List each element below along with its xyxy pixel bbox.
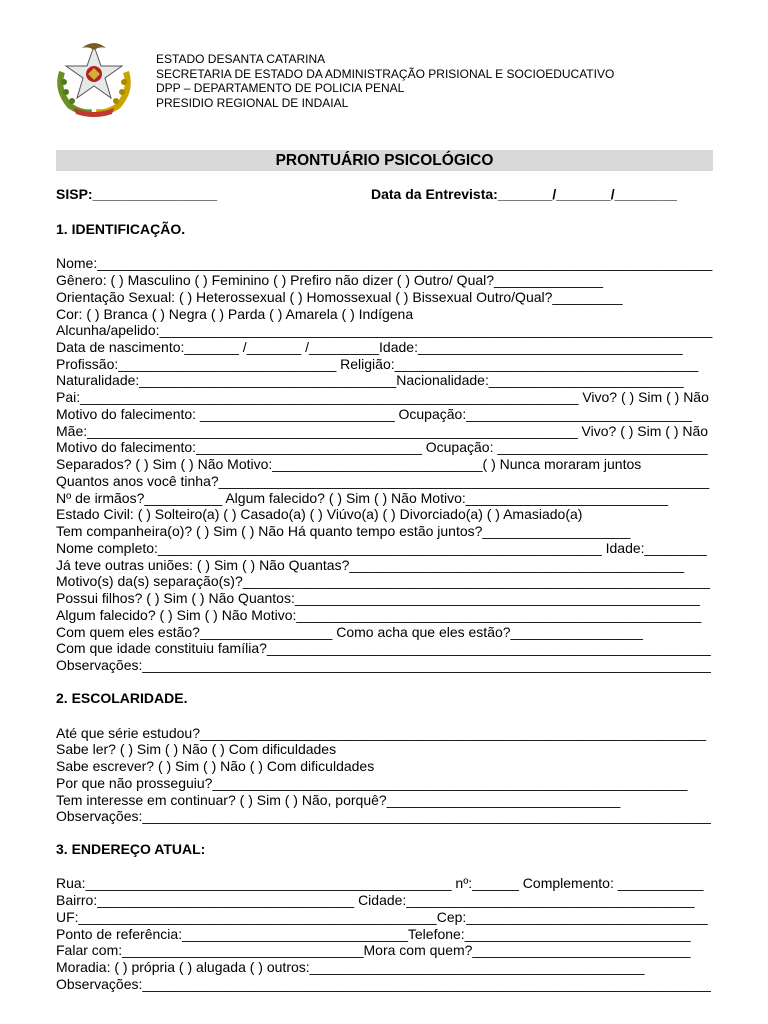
title-bar — [56, 150, 713, 171]
field-sabe-escrever[interactable]: Sabe escrever? ( ) Sim ( ) Não ( ) Com dificuldades — [56, 758, 375, 774]
field-sabe-ler[interactable]: Sabe ler? ( ) Sim ( ) Não ( ) Com dificuldades — [56, 741, 337, 757]
interview-date-field[interactable]: Data da Entrevista:_______/_______/________ — [371, 186, 677, 202]
field-observacoes-identificacao[interactable]: Observações:_________________________________________________________________________ — [56, 657, 711, 673]
coat-of-arms-icon — [52, 38, 136, 118]
field-ponto-referencia[interactable]: Ponto de referência:_____________________________Telefone:_____________________________ — [56, 926, 691, 942]
section-heading-escolaridade: 2. ESCOLARIDADE. — [56, 690, 188, 706]
field-possui-filhos[interactable]: Possui filhos? ( ) Sim ( ) Não Quantos:____________________________________________________ — [56, 590, 700, 606]
field-genero[interactable]: Gênero: ( ) Masculino ( ) Feminino ( ) Prefiro não dizer ( ) Outro/ Qual?______________ — [56, 272, 604, 288]
document-title: PRONTUÁRIO PSICOLÓGICO — [275, 152, 494, 169]
field-separados[interactable]: Separados? ( ) Sim ( ) Não Motivo:___________________________( ) Nunca moraram juntos — [56, 456, 642, 472]
field-profissao[interactable]: Profissão:____________________________ Religião:_______________________________________ — [56, 356, 699, 372]
field-serie[interactable]: Até que série estudou?_________________________________________________________________ — [56, 725, 707, 741]
field-quantos-anos[interactable]: Quantos anos você tinha?_______________________________________________________________ — [56, 473, 710, 489]
header-line: SECRETARIA DE ESTADO DA ADMINISTRAÇÃO PRISIONAL E SOCIOEDUCATIVO — [156, 66, 615, 81]
field-idade-familia[interactable]: Com que idade constituiu família?_________________________________________________________ — [56, 640, 711, 656]
field-motivo-falecimento-mae[interactable]: Motivo do falecimento:_____________________________ Ocupação: ___________________________ — [56, 439, 708, 455]
field-motivo-separacao[interactable]: Motivo(s) da(s) separação(s)?____________________________________________________________ — [56, 573, 710, 589]
field-data-nascimento[interactable]: Data de nascimento:_______ /_______ /_________Idade:__________________________________ — [56, 339, 683, 355]
field-interesse-continuar[interactable]: Tem interesse em continuar? ( ) Sim ( ) Não, porquê?______________________________ — [56, 792, 621, 808]
field-falar-com[interactable]: Falar com:_______________________________Mora com quem?____________________________ — [56, 942, 691, 958]
section-heading-identificacao: 1. IDENTIFICAÇÃO. — [56, 221, 186, 237]
header-line: DPP – DEPARTAMENTO DE POLICIA PENAL — [156, 81, 405, 95]
field-observacoes-endereco[interactable]: Observações:_________________________________________________________________________ — [56, 976, 711, 992]
field-observacoes-escolaridade[interactable]: Observações:_________________________________________________________________________ — [56, 808, 711, 824]
field-nome-completo[interactable]: Nome completo:_________________________________________________________ Idade:________ — [56, 540, 707, 556]
field-bairro[interactable]: Bairro:_________________________________ Cidade:_____________________________________ — [56, 892, 695, 908]
field-cor[interactable]: Cor: ( ) Branca ( ) Negra ( ) Parda ( ) Amarela ( ) Indígena — [56, 306, 414, 322]
header-line: PRESIDIO REGIONAL DE INDAIAL — [156, 95, 349, 110]
field-companheira[interactable]: Tem companheira(o)? ( ) Sim ( ) Não Há quanto tempo estão juntos?___________________ — [56, 523, 631, 539]
field-motivo-falecimento-pai[interactable]: Motivo do falecimento: _________________________ Ocupação:_____________________________ — [56, 406, 693, 422]
field-irmaos[interactable]: Nº de irmãos?__________ Algum falecido? ( ) Sim ( ) Não Motivo:__________________________ — [56, 490, 669, 506]
field-algum-falecido[interactable]: Algum falecido? ( ) Sim ( ) Não Motivo:____________________________________________________ — [56, 607, 702, 623]
sisp-field[interactable]: SISP:________________ — [56, 186, 218, 202]
field-nome[interactable]: Nome:_______________________________________________________________________________ — [56, 255, 713, 271]
field-com-quem-estao[interactable]: Com quem eles estão?_________________ Como acha que eles estão?_________________ — [56, 624, 643, 640]
field-mae[interactable]: Mãe:_______________________________________________________________ Vivo? ( ) Sim ( ) Não — [56, 423, 709, 439]
field-uf[interactable]: UF:______________________________________________Cep:_______________________________ — [56, 909, 708, 925]
section-heading-endereco: 3. ENDEREÇO ATUAL: — [56, 841, 206, 857]
field-rua[interactable]: Rua:_______________________________________________ nº:______ Complemento: ___________ — [56, 875, 704, 891]
field-naturalidade[interactable]: Naturalidade:_________________________________Nacionalidade:_________________________ — [56, 372, 684, 388]
header-institution — [156, 52, 614, 110]
field-estado-civil[interactable]: Estado Civil: ( ) Solteiro(a) ( ) Casado(a) ( ) Viúvo(a) ( ) Divorciado(a) ( ) Amasiado(a) — [56, 506, 583, 522]
field-alcunha[interactable]: Alcunha/apelido:_______________________________________________________________________ — [56, 322, 713, 338]
field-moradia[interactable]: Moradia: ( ) própria ( ) alugada ( ) outros:___________________________________________ — [56, 959, 645, 975]
field-outras-unioes[interactable]: Já teve outras uniões: ( ) Sim ( ) Não Quantas?___________________________________________ — [56, 557, 685, 573]
field-orientacao-sexual[interactable]: Orientação Sexual: ( ) Heterossexual ( ) Homossexual ( ) Bissexual Outro/Qual?_________ — [56, 289, 623, 305]
header-line: ESTADO DESANTA CATARINA — [156, 52, 326, 66]
field-porque-nao-prosseguiu[interactable]: Por que não prosseguiu?_____________________________________________________________ — [56, 775, 688, 791]
field-pai[interactable]: Pai:________________________________________________________________ Vivo? ( ) Sim ( ) Não — [56, 389, 709, 405]
